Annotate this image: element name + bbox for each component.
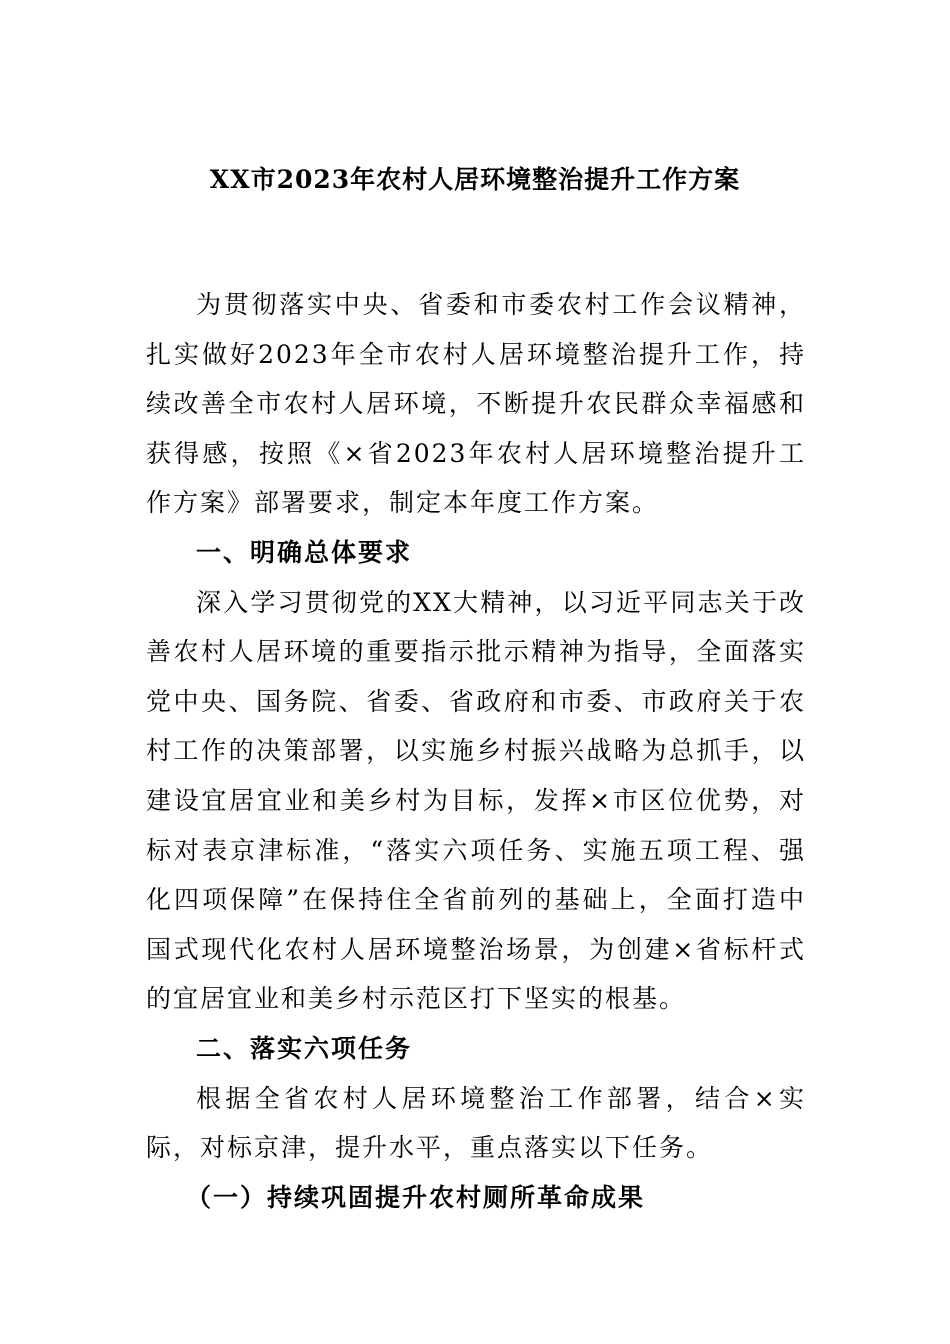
section-2-paragraph: 根据全省农村人居环境整治工作部署，结合×实际，对标京津，提升水平，重点落实以下任务。 bbox=[146, 1083, 806, 1163]
section-1-paragraph: 深入学习贯彻党的XX大精神，以习近平同志关于改善农村人居环境的重要指示批示精神为指导，全面落实党中央、国务院、省委、省政府和市委、市政府关于农村工作的决策部署，以实施乡村振兴战略为总抓手，以建设宜居宜业和美乡村为目标，发挥×市区位优势，对标对表京津标准，“落实六项任务、实施五项工程、强化四项保障”在保持住全省前列的基础上，全面打造中国式现代化农村人居环境整治场景，为创建×省标杆式的宜居宜业和美乡村示范区打下坚实的根基。 bbox=[146, 587, 806, 1014]
section-2-heading: 二、落实六项任务 bbox=[196, 1033, 413, 1063]
document-title: XX市2023年农村人居环境整治提升工作方案 bbox=[209, 165, 741, 194]
section-1-heading: 一、明确总体要求 bbox=[196, 537, 413, 567]
intro-paragraph: 为贯彻落实中央、省委和市委农村工作会议精神，扎实做好2023年全市农村人居环境整治提升工作，持续改善全市农村人居环境，不断提升农民群众幸福感和获得感，按照《×省2023年农村人居环境整治提升工作方案》部署要求，制定本年度工作方案。 bbox=[146, 290, 806, 518]
document-body bbox=[146, 280, 806, 1222]
subsection-1-heading: （一）持续巩固提升农村厕所革命成果 bbox=[186, 1182, 646, 1212]
